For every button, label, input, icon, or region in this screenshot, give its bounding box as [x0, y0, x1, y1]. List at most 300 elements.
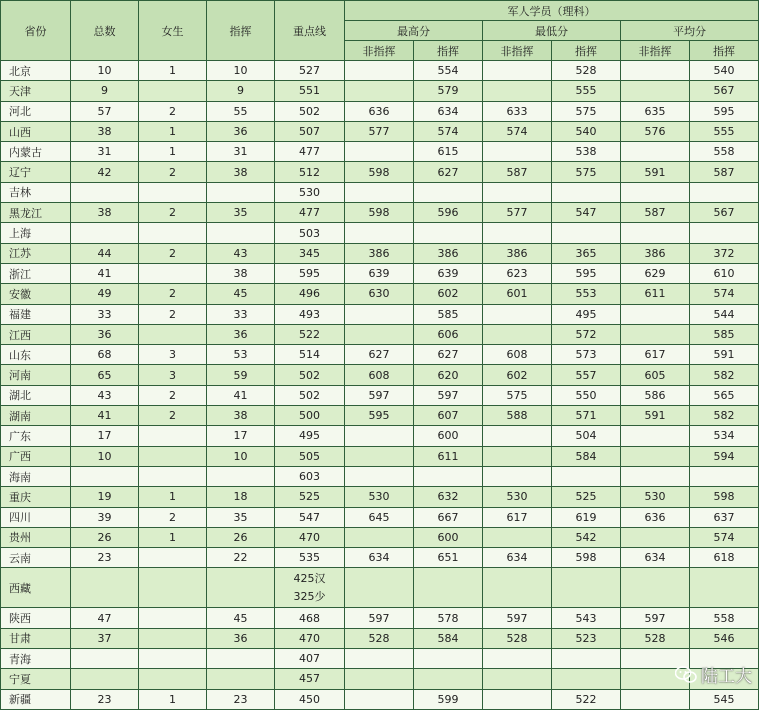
cell-min-noncmd: 602: [483, 365, 552, 385]
cell-avg-noncmd: [621, 466, 690, 486]
cell-total: 37: [71, 628, 139, 648]
cell-keyline: 502: [275, 365, 345, 385]
cell-total: 17: [71, 426, 139, 446]
cell-avg-noncmd: 587: [621, 203, 690, 223]
cell-avg-cmd: 544: [690, 304, 759, 324]
cell-min-cmd: 595: [552, 263, 621, 283]
cell-max-noncmd: 630: [345, 284, 414, 304]
cell-province: 湖北: [1, 385, 71, 405]
cell-max-cmd: 627: [414, 345, 483, 365]
cell-avg-noncmd: 635: [621, 101, 690, 121]
cell-min-noncmd: 575: [483, 385, 552, 405]
cell-female: [139, 466, 207, 486]
cell-keyline: 502: [275, 101, 345, 121]
cell-max-noncmd: [345, 142, 414, 162]
cell-min-noncmd: 634: [483, 548, 552, 568]
cell-command: [207, 182, 275, 202]
table-row: [1, 243, 759, 263]
table-row: [1, 446, 759, 466]
cell-min-cmd: 584: [552, 446, 621, 466]
table-row: [1, 649, 759, 669]
cell-command: 43: [207, 243, 275, 263]
cell-keyline: [275, 568, 345, 608]
cell-min-noncmd: [483, 223, 552, 243]
cell-keyline: 477: [275, 142, 345, 162]
cell-max-noncmd: [345, 446, 414, 466]
cell-min-noncmd: 587: [483, 162, 552, 182]
cell-province: 河北: [1, 101, 71, 121]
cell-keyline: 505: [275, 446, 345, 466]
cell-command: 36: [207, 121, 275, 141]
cell-keyline: 495: [275, 426, 345, 446]
cell-max-noncmd: 530: [345, 487, 414, 507]
cell-avg-noncmd: 586: [621, 385, 690, 405]
table-row: [1, 487, 759, 507]
cell-command: 18: [207, 487, 275, 507]
cell-max-cmd: 386: [414, 243, 483, 263]
cell-keyline: 457: [275, 669, 345, 689]
cell-keyline: 603: [275, 466, 345, 486]
cell-min-noncmd: [483, 446, 552, 466]
cell-keyline: 522: [275, 324, 345, 344]
cell-command: 26: [207, 527, 275, 547]
cell-keyline: 595: [275, 263, 345, 283]
cell-province: 天津: [1, 81, 71, 101]
cell-province: 上海: [1, 223, 71, 243]
cell-province: 甘肃: [1, 628, 71, 648]
cell-min-cmd: 525: [552, 487, 621, 507]
cell-max-noncmd: 639: [345, 263, 414, 283]
cell-min-cmd: [552, 223, 621, 243]
cell-total: 31: [71, 142, 139, 162]
cell-avg-cmd: 574: [690, 284, 759, 304]
cell-max-noncmd: [345, 689, 414, 709]
cell-command: [207, 223, 275, 243]
cell-female: [139, 223, 207, 243]
cell-max-cmd: 639: [414, 263, 483, 283]
cell-command: [207, 669, 275, 689]
cell-command: 45: [207, 284, 275, 304]
cell-avg-cmd: 595: [690, 101, 759, 121]
cell-province: 新疆: [1, 689, 71, 709]
cell-avg-cmd: 555: [690, 121, 759, 141]
cell-avg-cmd: 594: [690, 446, 759, 466]
cell-command: 38: [207, 406, 275, 426]
cell-avg-cmd: [690, 182, 759, 202]
cell-min-noncmd: 588: [483, 406, 552, 426]
table-header: [1, 1, 759, 61]
cell-avg-noncmd: [621, 81, 690, 101]
cell-female: [139, 548, 207, 568]
cell-avg-cmd: 637: [690, 507, 759, 527]
table-row: [1, 385, 759, 405]
cell-max-cmd: 579: [414, 81, 483, 101]
cell-min-cmd: 528: [552, 61, 621, 81]
cell-max-cmd: [414, 649, 483, 669]
cell-max-noncmd: 528: [345, 628, 414, 648]
cell-max-cmd: 611: [414, 446, 483, 466]
cell-avg-cmd: [690, 568, 759, 608]
cell-min-noncmd: 577: [483, 203, 552, 223]
cell-command: 36: [207, 324, 275, 344]
cell-province: 北京: [1, 61, 71, 81]
cell-max-noncmd: 577: [345, 121, 414, 141]
header-keyline: 重点线: [275, 1, 345, 61]
table-row: [1, 121, 759, 141]
cell-min-noncmd: 574: [483, 121, 552, 141]
header-avg-cmd: 指挥: [690, 41, 759, 61]
header-min-cmd: 指挥: [552, 41, 621, 61]
cell-min-noncmd: [483, 81, 552, 101]
cell-avg-cmd: 540: [690, 61, 759, 81]
cell-female: [139, 263, 207, 283]
cell-province: 辽宁: [1, 162, 71, 182]
cell-province: 青海: [1, 649, 71, 669]
cell-province: 重庆: [1, 487, 71, 507]
cell-min-noncmd: [483, 324, 552, 344]
cell-max-cmd: 596: [414, 203, 483, 223]
cell-max-noncmd: [345, 669, 414, 689]
cell-avg-noncmd: 597: [621, 608, 690, 628]
cell-total: [71, 223, 139, 243]
cell-avg-noncmd: 611: [621, 284, 690, 304]
cell-min-cmd: [552, 568, 621, 608]
cell-keyline: 450: [275, 689, 345, 709]
table-row: [1, 548, 759, 568]
cell-total: 49: [71, 284, 139, 304]
cell-avg-cmd: 558: [690, 142, 759, 162]
cell-avg-noncmd: 636: [621, 507, 690, 527]
cell-max-cmd: 578: [414, 608, 483, 628]
cell-keyline: 470: [275, 527, 345, 547]
cell-total: [71, 466, 139, 486]
table-row: [1, 101, 759, 121]
cell-province: 西藏: [1, 568, 71, 608]
cell-total: 57: [71, 101, 139, 121]
cell-total: 38: [71, 121, 139, 141]
cell-avg-cmd: 591: [690, 345, 759, 365]
cell-max-noncmd: [345, 61, 414, 81]
cell-max-cmd: 554: [414, 61, 483, 81]
cell-command: 45: [207, 608, 275, 628]
cell-province: 江苏: [1, 243, 71, 263]
cell-command: 33: [207, 304, 275, 324]
cell-max-cmd: 615: [414, 142, 483, 162]
cell-keyline: 345: [275, 243, 345, 263]
cell-command: 9: [207, 81, 275, 101]
cell-max-noncmd: [345, 649, 414, 669]
cell-min-cmd: 543: [552, 608, 621, 628]
cell-female: 2: [139, 385, 207, 405]
cell-province: 河南: [1, 365, 71, 385]
cell-female: 3: [139, 345, 207, 365]
cell-min-cmd: [552, 182, 621, 202]
cell-keyline: 470: [275, 628, 345, 648]
watermark: [675, 662, 752, 687]
cell-max-cmd: 600: [414, 527, 483, 547]
cell-total: 41: [71, 406, 139, 426]
table-row: [1, 162, 759, 182]
cell-female: 1: [139, 142, 207, 162]
cell-total: 68: [71, 345, 139, 365]
header-female: 女生: [139, 1, 207, 61]
cell-avg-cmd: 534: [690, 426, 759, 446]
cell-province: 广东: [1, 426, 71, 446]
cell-min-noncmd: 530: [483, 487, 552, 507]
cell-min-noncmd: [483, 304, 552, 324]
header-max: 最高分: [345, 21, 483, 41]
cell-avg-cmd: 567: [690, 203, 759, 223]
cell-province: 福建: [1, 304, 71, 324]
cell-max-noncmd: [345, 81, 414, 101]
cell-avg-noncmd: 617: [621, 345, 690, 365]
cell-max-noncmd: [345, 426, 414, 446]
cell-min-cmd: 553: [552, 284, 621, 304]
cell-max-noncmd: 608: [345, 365, 414, 385]
cell-female: [139, 669, 207, 689]
cell-province: 云南: [1, 548, 71, 568]
cell-province: 内蒙古: [1, 142, 71, 162]
table-row: [1, 568, 759, 608]
cell-female: 2: [139, 243, 207, 263]
header-avg: 平均分: [621, 21, 759, 41]
cell-female: 1: [139, 61, 207, 81]
cell-command: 38: [207, 263, 275, 283]
header-min-noncmd: 非指挥: [483, 41, 552, 61]
cell-max-noncmd: 598: [345, 162, 414, 182]
cell-province: 湖南: [1, 406, 71, 426]
cell-max-cmd: [414, 223, 483, 243]
cell-female: [139, 628, 207, 648]
cell-max-cmd: 607: [414, 406, 483, 426]
cell-province: 宁夏: [1, 669, 71, 689]
cell-female: 2: [139, 162, 207, 182]
cell-min-noncmd: 623: [483, 263, 552, 283]
cell-max-cmd: 597: [414, 385, 483, 405]
cell-avg-noncmd: [621, 426, 690, 446]
cell-avg-noncmd: [621, 223, 690, 243]
cell-max-cmd: 600: [414, 426, 483, 446]
table-body: [1, 61, 759, 710]
cell-female: 3: [139, 365, 207, 385]
cell-command: 23: [207, 689, 275, 709]
cell-min-cmd: 598: [552, 548, 621, 568]
cell-max-noncmd: [345, 466, 414, 486]
cell-min-cmd: 557: [552, 365, 621, 385]
cell-min-cmd: [552, 669, 621, 689]
header-avg-noncmd: 非指挥: [621, 41, 690, 61]
cell-command: 17: [207, 426, 275, 446]
cell-total: 41: [71, 263, 139, 283]
cell-total: 9: [71, 81, 139, 101]
cell-province: 四川: [1, 507, 71, 527]
cell-female: 2: [139, 304, 207, 324]
cell-total: 42: [71, 162, 139, 182]
keyline-minority: 325少: [293, 589, 326, 603]
table-row: [1, 527, 759, 547]
cell-min-noncmd: 617: [483, 507, 552, 527]
cell-max-noncmd: [345, 568, 414, 608]
cell-min-cmd: 571: [552, 406, 621, 426]
cell-keyline: 547: [275, 507, 345, 527]
cell-command: 10: [207, 446, 275, 466]
cell-keyline: 477: [275, 203, 345, 223]
cell-min-noncmd: [483, 689, 552, 709]
cell-min-noncmd: [483, 61, 552, 81]
table-row: [1, 61, 759, 81]
cell-max-noncmd: 636: [345, 101, 414, 121]
cell-command: 38: [207, 162, 275, 182]
cell-avg-cmd: 598: [690, 487, 759, 507]
cell-female: 2: [139, 406, 207, 426]
watermark-text: 陆工大: [701, 667, 752, 687]
cell-max-cmd: [414, 466, 483, 486]
cell-female: 1: [139, 487, 207, 507]
cell-max-cmd: [414, 568, 483, 608]
cell-min-cmd: 495: [552, 304, 621, 324]
cell-keyline: 503: [275, 223, 345, 243]
table-row: [1, 466, 759, 486]
cell-keyline: 512: [275, 162, 345, 182]
cell-avg-cmd: [690, 223, 759, 243]
cell-total: 19: [71, 487, 139, 507]
cell-max-noncmd: 645: [345, 507, 414, 527]
cell-command: 10: [207, 61, 275, 81]
cell-min-noncmd: [483, 426, 552, 446]
cell-min-noncmd: 528: [483, 628, 552, 648]
cell-min-cmd: 575: [552, 162, 621, 182]
cell-max-noncmd: 595: [345, 406, 414, 426]
cell-max-cmd: [414, 669, 483, 689]
cell-command: 35: [207, 507, 275, 527]
cell-min-cmd: 365: [552, 243, 621, 263]
cell-max-cmd: 584: [414, 628, 483, 648]
cell-max-cmd: 651: [414, 548, 483, 568]
cell-female: [139, 324, 207, 344]
cell-avg-cmd: 558: [690, 608, 759, 628]
cell-min-cmd: 573: [552, 345, 621, 365]
cell-min-noncmd: [483, 466, 552, 486]
cell-avg-cmd: 610: [690, 263, 759, 283]
cell-max-cmd: 606: [414, 324, 483, 344]
cell-min-cmd: 504: [552, 426, 621, 446]
table-row: [1, 426, 759, 446]
cell-min-noncmd: 386: [483, 243, 552, 263]
cell-command: 41: [207, 385, 275, 405]
cell-female: 1: [139, 527, 207, 547]
header-province: 省份: [1, 1, 71, 61]
cell-female: [139, 608, 207, 628]
cell-command: [207, 568, 275, 608]
cell-min-cmd: 619: [552, 507, 621, 527]
cell-avg-noncmd: 591: [621, 162, 690, 182]
cell-max-cmd: 599: [414, 689, 483, 709]
cell-avg-noncmd: [621, 689, 690, 709]
wechat-icon: [675, 666, 697, 684]
cell-province: 山东: [1, 345, 71, 365]
cell-min-cmd: 523: [552, 628, 621, 648]
cell-keyline: 507: [275, 121, 345, 141]
cell-total: 39: [71, 507, 139, 527]
cell-total: [71, 669, 139, 689]
cell-min-cmd: 547: [552, 203, 621, 223]
cell-province: 浙江: [1, 263, 71, 283]
cell-total: [71, 182, 139, 202]
cell-avg-noncmd: 530: [621, 487, 690, 507]
header-max-cmd: 指挥: [414, 41, 483, 61]
cell-max-noncmd: [345, 527, 414, 547]
cell-province: 贵州: [1, 527, 71, 547]
cell-min-noncmd: [483, 568, 552, 608]
table-row: [1, 628, 759, 648]
cell-command: 36: [207, 628, 275, 648]
cell-avg-noncmd: [621, 324, 690, 344]
cell-total: 47: [71, 608, 139, 628]
cell-max-noncmd: [345, 223, 414, 243]
cell-total: 36: [71, 324, 139, 344]
cell-total: 33: [71, 304, 139, 324]
cell-min-noncmd: [483, 649, 552, 669]
cell-avg-noncmd: [621, 446, 690, 466]
table-row: [1, 304, 759, 324]
cell-min-cmd: [552, 649, 621, 669]
cell-avg-cmd: 587: [690, 162, 759, 182]
table-row: [1, 669, 759, 689]
cell-total: 10: [71, 446, 139, 466]
cell-max-cmd: 634: [414, 101, 483, 121]
cell-total: 23: [71, 548, 139, 568]
cell-province: 黑龙江: [1, 203, 71, 223]
table-row: [1, 689, 759, 709]
cell-avg-cmd: 567: [690, 81, 759, 101]
cell-avg-noncmd: [621, 142, 690, 162]
cell-female: [139, 81, 207, 101]
cell-avg-cmd: [690, 466, 759, 486]
cell-avg-noncmd: [621, 182, 690, 202]
table-row: [1, 203, 759, 223]
cell-province: 江西: [1, 324, 71, 344]
cell-min-cmd: 575: [552, 101, 621, 121]
cell-max-cmd: [414, 182, 483, 202]
cell-province: 山西: [1, 121, 71, 141]
cell-total: 38: [71, 203, 139, 223]
cell-keyline: 502: [275, 385, 345, 405]
cell-max-noncmd: [345, 324, 414, 344]
cell-avg-noncmd: 591: [621, 406, 690, 426]
cell-avg-cmd: 618: [690, 548, 759, 568]
cell-total: 23: [71, 689, 139, 709]
cell-command: 22: [207, 548, 275, 568]
table-row: [1, 406, 759, 426]
table-row: [1, 507, 759, 527]
table-row: [1, 81, 759, 101]
cell-command: [207, 466, 275, 486]
header-max-noncmd: 非指挥: [345, 41, 414, 61]
cell-min-cmd: 572: [552, 324, 621, 344]
cell-min-cmd: 522: [552, 689, 621, 709]
cell-province: 吉林: [1, 182, 71, 202]
table-row: [1, 324, 759, 344]
cell-female: 2: [139, 203, 207, 223]
cell-command: 31: [207, 142, 275, 162]
cell-female: [139, 568, 207, 608]
cell-keyline: 468: [275, 608, 345, 628]
cell-avg-cmd: 545: [690, 689, 759, 709]
cell-total: 10: [71, 61, 139, 81]
cell-avg-noncmd: [621, 304, 690, 324]
table-row: [1, 608, 759, 628]
cell-min-noncmd: [483, 527, 552, 547]
